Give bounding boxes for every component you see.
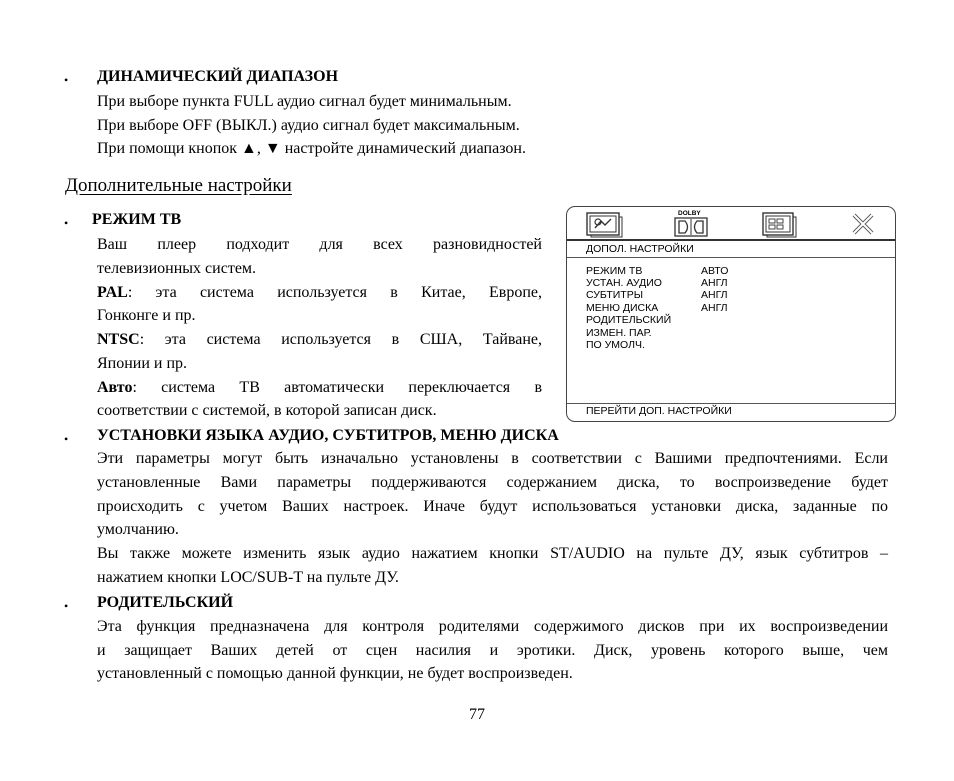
auto-label: Авто (97, 379, 133, 396)
settings-icon (585, 211, 625, 239)
paragraph-line: Эти параметры могут быть изначально установлены в соответствии с Вашими предпочтениями. Если (97, 450, 888, 467)
osd-footer: ПЕРЕЙТИ ДОП. НАСТРОЙКИ (586, 405, 732, 417)
auto-line (97, 378, 542, 398)
bullet-tv-mode: • (64, 216, 69, 230)
osd-value-audio: АНГЛ (701, 277, 728, 289)
paragraph-line: и защищает Ваших детей от сцен насилия и эротики. Диск, уровень которого выше, чем (97, 642, 888, 659)
pal-text: : эта система используется в Китае, Европе, (127, 284, 542, 301)
ntsc-label: NTSC (97, 331, 140, 348)
ntsc-text: : эта система используется в США, Тайване, (139, 331, 542, 348)
pal-label: PAL (97, 284, 128, 301)
paragraph-line: Японии и пр. (97, 355, 188, 372)
paragraph-line: Вы также можете изменить язык аудио нажатием кнопки ST/AUDIO на пульте ДУ, язык субтитров – (97, 545, 888, 562)
dolby-label: DOLBY (678, 210, 701, 217)
osd-value-tv-mode: АВТО (701, 265, 729, 277)
heading-dynamic-range: ДИНАМИЧЕСКИЙ ДИАПАЗОН (97, 68, 339, 85)
paragraph-line: При выборе OFF (ВЫКЛ.) аудио сигнал будет максимальным. (97, 117, 520, 134)
paragraph-line: При выборе пункта FULL аудио сигнал будет минимальным. (97, 93, 512, 110)
osd-divider (567, 403, 895, 404)
osd-item-change-password: ИЗМЕН. ПАР. (586, 327, 652, 339)
page-number: 77 (469, 706, 485, 723)
auto-text: : система ТВ автоматически переключается в (132, 379, 542, 396)
paragraph-line: происходить с учетом Ваших настроек. Иначе будут использоваться установки диска, заданные по (97, 498, 888, 515)
paragraph-line: Ваш плеер подходит для всех разновидностей (97, 236, 542, 253)
osd-value-disc-menu: АНГЛ (701, 302, 728, 314)
paragraph-line: телевизионных систем. (97, 260, 257, 277)
osd-header: ДОПОЛ. НАСТРОЙКИ (586, 243, 694, 255)
osd-item-tv-mode: РЕЖИМ ТВ (586, 265, 643, 277)
osd-item-audio: УСТАН. АУДИО (586, 277, 662, 289)
bullet-dynamic-range: • (64, 73, 69, 87)
osd-value-subtitles: АНГЛ (701, 289, 728, 301)
heading-parental: РОДИТЕЛЬСКИЙ (97, 594, 234, 611)
paragraph-line: соответствии с системой, в которой записан диск. (97, 402, 437, 419)
osd-setup-menu (566, 206, 896, 422)
close-icon (851, 213, 875, 235)
osd-item-parental: РОДИТЕЛЬСКИЙ (586, 314, 672, 326)
bullet-parental: • (64, 599, 69, 613)
osd-item-disc-menu: МЕНЮ ДИСКА (586, 302, 659, 314)
ntsc-line (97, 330, 542, 350)
paragraph-line: Гонконге и пр. (97, 307, 196, 324)
heading-language: УСТАНОВКИ ЯЗЫКА АУДИО, СУБТИТРОВ, МЕНЮ ДИСКА (97, 427, 559, 444)
paragraph-line: умолчанию. (97, 521, 179, 538)
paragraph-line: Эта функция предназначена для контроля родителями содержимого дисков при их воспроизведении (97, 618, 888, 635)
heading-tv-mode: РЕЖИМ ТВ (92, 211, 182, 228)
osd-divider (567, 257, 895, 258)
paragraph-line: установленный с помощью данной функции, не будет воспроизведен. (97, 665, 573, 682)
bullet-language: • (64, 432, 69, 446)
section-title: Дополнительные настройки (65, 175, 292, 196)
osd-divider (567, 239, 895, 241)
paragraph-line: При помощи кнопок ▲, ▼ настройте динамический диапазон. (97, 140, 526, 157)
pal-line (97, 283, 542, 303)
video-setup-icon (760, 211, 800, 239)
dolby-digital-icon (674, 217, 708, 237)
paragraph-line: нажатием кнопки LOC/SUB-T на пульте ДУ. (97, 569, 399, 586)
osd-item-subtitles: СУБТИТРЫ (586, 289, 643, 301)
osd-item-defaults: ПО УМОЛЧ. (586, 339, 645, 351)
paragraph-line: установленные Вами параметры поддерживаются содержанием диска, то воспроизведение будет (97, 474, 888, 491)
